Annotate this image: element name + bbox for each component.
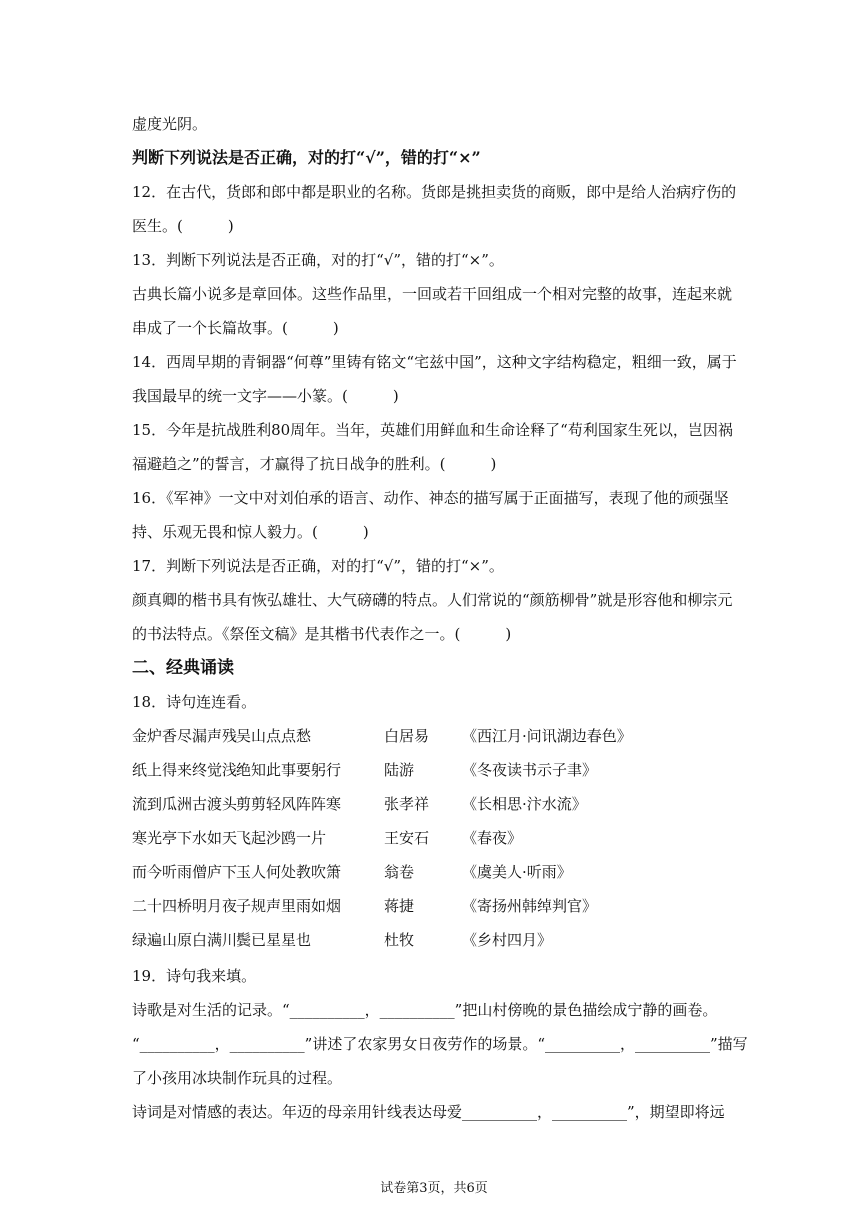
section-heading-two: 二、经典诵读	[132, 658, 234, 678]
question-16-line-1: 16．《军神》一文中对刘伯承的语言、动作、神态的描写属于正面描写，表现了他的顽强坚	[132, 489, 729, 507]
question-13-line-3: 串成了一个长篇故事。( )	[132, 319, 339, 337]
poem-line-second[interactable]: 剪剪轻风阵阵寒	[236, 795, 342, 813]
poem-line-first[interactable]: 二十四桥明月夜	[132, 897, 238, 915]
question-19: 19．诗句我来填。	[132, 967, 257, 985]
poem-title[interactable]: 《冬夜读书示子聿》	[462, 761, 598, 779]
poem-title[interactable]: 《长相思·汴水流》	[462, 795, 587, 813]
question-13-line-2: 古典长篇小说多是章回体。这些作品里，一回或若干回组成一个相对完整的故事，连起来就	[132, 285, 733, 303]
poet-name[interactable]: 杜牧	[384, 931, 415, 949]
question-13-line-1: 13．判断下列说法是否正确，对的打“√”，错的打“×”。	[132, 251, 504, 269]
poem-line-first[interactable]: 流到瓜洲古渡头	[132, 795, 238, 813]
poem-title[interactable]: 《乡村四月》	[462, 931, 553, 949]
poem-line-first[interactable]: 金炉香尽漏声残	[132, 727, 238, 745]
section-heading-judge: 判断下列说法是否正确，对的打“√”，错的打“×”	[132, 148, 481, 167]
question-18: 18．诗句连连看。	[132, 693, 257, 711]
poem-title[interactable]: 《春夜》	[462, 829, 523, 847]
question-15-line-1: 15．今年是抗战胜利80周年。当年，英雄们用鲜血和生命诠释了“苟利国家生死以，岂因祸	[132, 421, 733, 439]
poem-line-second[interactable]: 绝知此事要躬行	[236, 761, 342, 779]
question-14-line-2: 我国最早的统一文字——小篆。( )	[132, 387, 399, 405]
poem-line-first[interactable]: 纸上得来终觉浅	[132, 761, 238, 779]
poet-name[interactable]: 陆游	[384, 761, 415, 779]
poem-line-second[interactable]: 吴山点点愁	[236, 727, 312, 745]
poem-line-first[interactable]: 绿遍山原白满川	[132, 931, 238, 949]
question-17-line-3: 的书法特点。《祭侄文稿》是其楷书代表作之一。( )	[132, 625, 512, 643]
question-19-line-1: 诗歌是对生活的记录。“__________，__________”把山村傍晚的景色描绘成宁静的画卷。	[132, 1001, 718, 1019]
question-19-line-3: 了小孩用冰块制作玩具的过程。	[132, 1069, 343, 1087]
poet-name[interactable]: 蒋捷	[384, 897, 415, 915]
poem-line-second[interactable]: 子规声里雨如烟	[236, 897, 342, 915]
page-footer: 试卷第3页，共6页	[380, 1181, 488, 1196]
question-14-line-1: 14．西周早期的青铜器“何尊”里铸有铭文“宅兹中国”，这种文字结构稳定，粗细一致，属于	[132, 353, 737, 371]
poem-title[interactable]: 《虞美人·听雨》	[462, 863, 572, 881]
question-19-line-4: 诗词是对情感的表达。年迈的母亲用针线表达母爱__________，__________”，期望即将远	[132, 1103, 725, 1121]
poet-name[interactable]: 翁卷	[384, 863, 415, 881]
poet-name[interactable]: 白居易	[384, 727, 430, 745]
poem-line-second[interactable]: 鬓已星星也	[236, 931, 312, 949]
poem-title[interactable]: 《西江月·问讯湖边春色》	[462, 727, 632, 745]
poem-line-second[interactable]: 玉人何处教吹箫	[236, 863, 342, 881]
question-17-line-2: 颜真卿的楷书具有恢弘雄壮、大气磅礴的特点。人们常说的“颜筋柳骨”就是形容他和柳宗元	[132, 591, 733, 609]
text-line: 虚度光阴。	[132, 115, 208, 133]
poem-line-second[interactable]: 飞起沙鸥一片	[236, 829, 327, 847]
question-15-line-2: 福避趋之”的誓言，才赢得了抗日战争的胜利。( )	[132, 455, 497, 473]
question-17-line-1: 17．判断下列说法是否正确，对的打“√”，错的打“×”。	[132, 557, 504, 575]
question-19-line-2: “__________，__________”讲述了农家男女日夜劳作的场景。“__________，__________”描写	[132, 1035, 748, 1053]
poet-name[interactable]: 王安石	[384, 829, 430, 847]
poet-name[interactable]: 张孝祥	[384, 795, 430, 813]
question-16-line-2: 持、乐观无畏和惊人毅力。( )	[132, 523, 369, 541]
poem-title[interactable]: 《寄扬州韩绰判官》	[462, 897, 598, 915]
poem-line-first[interactable]: 寒光亭下水如天	[132, 829, 238, 847]
poem-line-first[interactable]: 而今听雨僧庐下	[132, 863, 238, 881]
question-12-line-2: 医生。( )	[132, 217, 234, 235]
question-12-line-1: 12．在古代，货郎和郎中都是职业的名称。货郎是挑担卖货的商贩，郎中是给人治病疗伤的	[132, 183, 737, 201]
